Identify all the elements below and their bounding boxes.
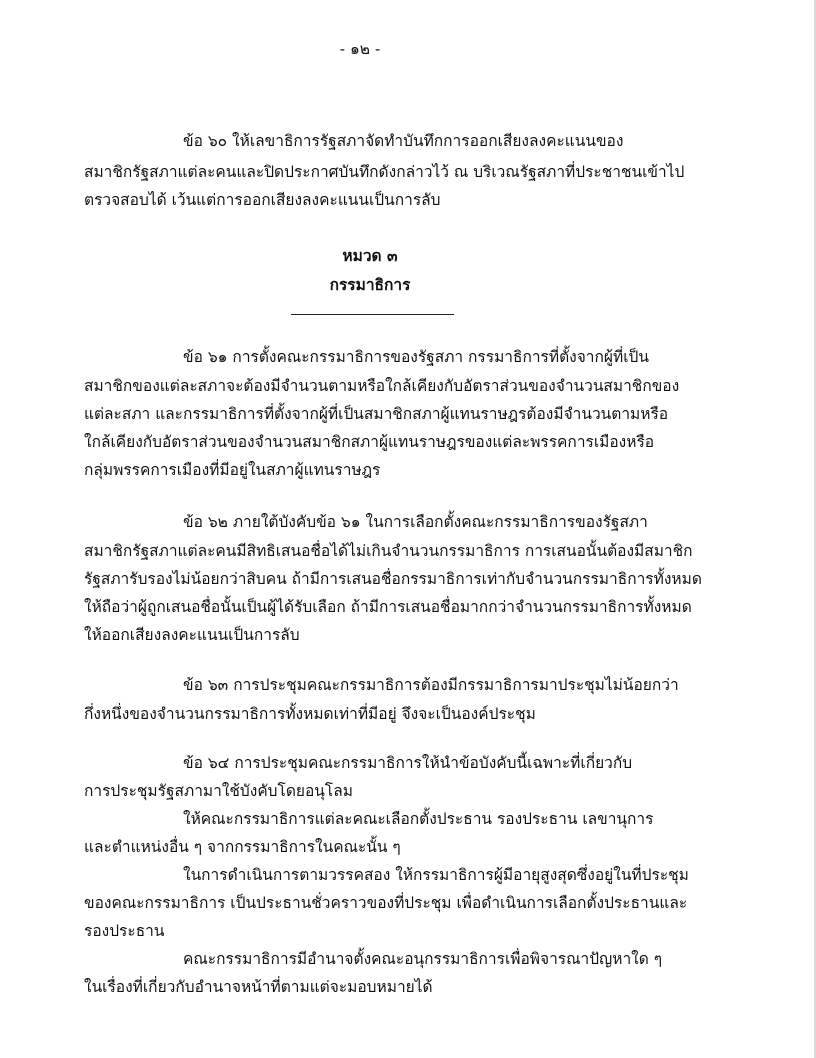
section62-line-1: ข้อ ๖๒ ภายใต้บังคับข้อ ๖๑ ในการเลือกตั้งคณะกรรมาธิการของรัฐสภา xyxy=(183,513,648,531)
section63-line-2: กึ่งหนึ่งของจำนวนกรรมาธิการทั้งหมดเท่าที่มีอยู่ จึงจะเป็นองค์ประชุม xyxy=(84,705,536,723)
section61-line-2: สมาชิกของแต่ละสภาจะต้องมีจำนวนตามหรือใกล้เคียงกับอัตราส่วนของจำนวนสมาชิกของ xyxy=(84,377,680,395)
chapter-number: หมวด ๓ xyxy=(342,246,398,265)
section61-line-5: กลุ่มพรรคการเมืองที่มีอยู่ในสภาผู้แทนราษฎร xyxy=(84,461,381,479)
section64-line-5: ในการดำเนินการตามวรรคสอง ให้กรรมาธิการผู้มีอายุสูงสุดซึ่งอยู่ในที่ประชุม xyxy=(183,866,689,884)
section61-line-3: แต่ละสภา และกรรมาธิการที่ตั้งจากผู้ที่เป็นสมาชิกสภาผู้แทนราษฎรต้องมีจำนวนตามหรือ xyxy=(84,405,669,423)
section62-line-4: ให้ถือว่าผู้ถูกเสนอชื่อนั้นเป็นผู้ได้รับเลือก ถ้ามีการเสนอชื่อมากกว่าจำนวนกรรมาธิการทั้งหมด xyxy=(84,598,692,616)
section64-line-6: ของคณะกรรมาธิการ เป็นประธานชั่วคราวของที่ประชุม เพื่อดำเนินการเลือกตั้งประธานและ xyxy=(84,894,688,912)
section64-line-8: คณะกรรมาธิการมีอำนาจตั้งคณะอนุกรรมาธิการเพื่อพิจารณาปัญหาใด ๆ xyxy=(183,950,663,968)
section60-line-3: ตรวจสอบได้ เว้นแต่การออกเสียงลงคะแนนเป็นการลับ xyxy=(84,191,441,209)
section63-line-1: ข้อ ๖๓ การประชุมคณะกรรมาธิการต้องมีกรรมาธิการมาประชุมไม่น้อยกว่า xyxy=(183,676,679,694)
section62-line-5: ให้ออกเสียงลงคะแนนเป็นการลับ xyxy=(84,626,300,644)
section62-line-3: รัฐสภารับรองไม่น้อยกว่าสิบคน ถ้ามีการเสนอชื่อกรรมาธิการเท่ากับจำนวนกรรมาธิการทั้งหมด xyxy=(84,570,702,588)
section64-line-1: ข้อ ๖๔ การประชุมคณะกรรมาธิการให้นำข้อบังคับนี้เฉพาะที่เกี่ยวกับ xyxy=(183,754,633,772)
section64-line-9: ในเรื่องที่เกี่ยวกับอำนาจหน้าที่ตามแต่จะมอบหมายได้ xyxy=(84,978,433,996)
page-number: - ๑๒ - xyxy=(339,40,381,58)
chapter-title: กรรมาธิการ xyxy=(329,275,411,294)
section64-line-4: และตำแหน่งอื่น ๆ จากกรรมาธิการในคณะนั้น ๆ xyxy=(84,838,401,856)
section62-line-2: สมาชิกรัฐสภาแต่ละคนมีสิทธิเสนอชื่อได้ไม่เกินจำนวนกรรมาธิการ การเสนอนั้นต้องมีสมาชิก xyxy=(84,542,693,560)
section64-line-7: รองประธาน xyxy=(84,922,165,940)
section64-line-3: ให้คณะกรรมาธิการแต่ละคณะเลือกตั้งประธาน รองประธาน เลขานุการ xyxy=(183,810,654,828)
section60-line-1: ข้อ ๖๐ ให้เลขาธิการรัฐสภาจัดทำบันทึกการออกเสียงลงคะแนนของ xyxy=(183,132,624,150)
section64-line-2: การประชุมรัฐสภามาใช้บังคับโดยอนุโลม xyxy=(84,782,353,800)
section60-line-2: สมาชิกรัฐสภาแต่ละคนและปิดประกาศบันทึกดังกล่าวไว้ ณ บริเวณรัฐสภาที่ประชาชนเข้าไป xyxy=(84,163,685,181)
heading-divider xyxy=(291,314,454,315)
section61-line-1: ข้อ ๖๑ การตั้งคณะกรรมาธิการของรัฐสภา กรรมาธิการที่ตั้งจากผู้ที่เป็น xyxy=(183,348,649,366)
section61-line-4: ใกล้เคียงกับอัตราส่วนของจำนวนสมาชิกสภาผู้แทนราษฎรของแต่ละพรรคการเมืองหรือ xyxy=(84,433,655,451)
